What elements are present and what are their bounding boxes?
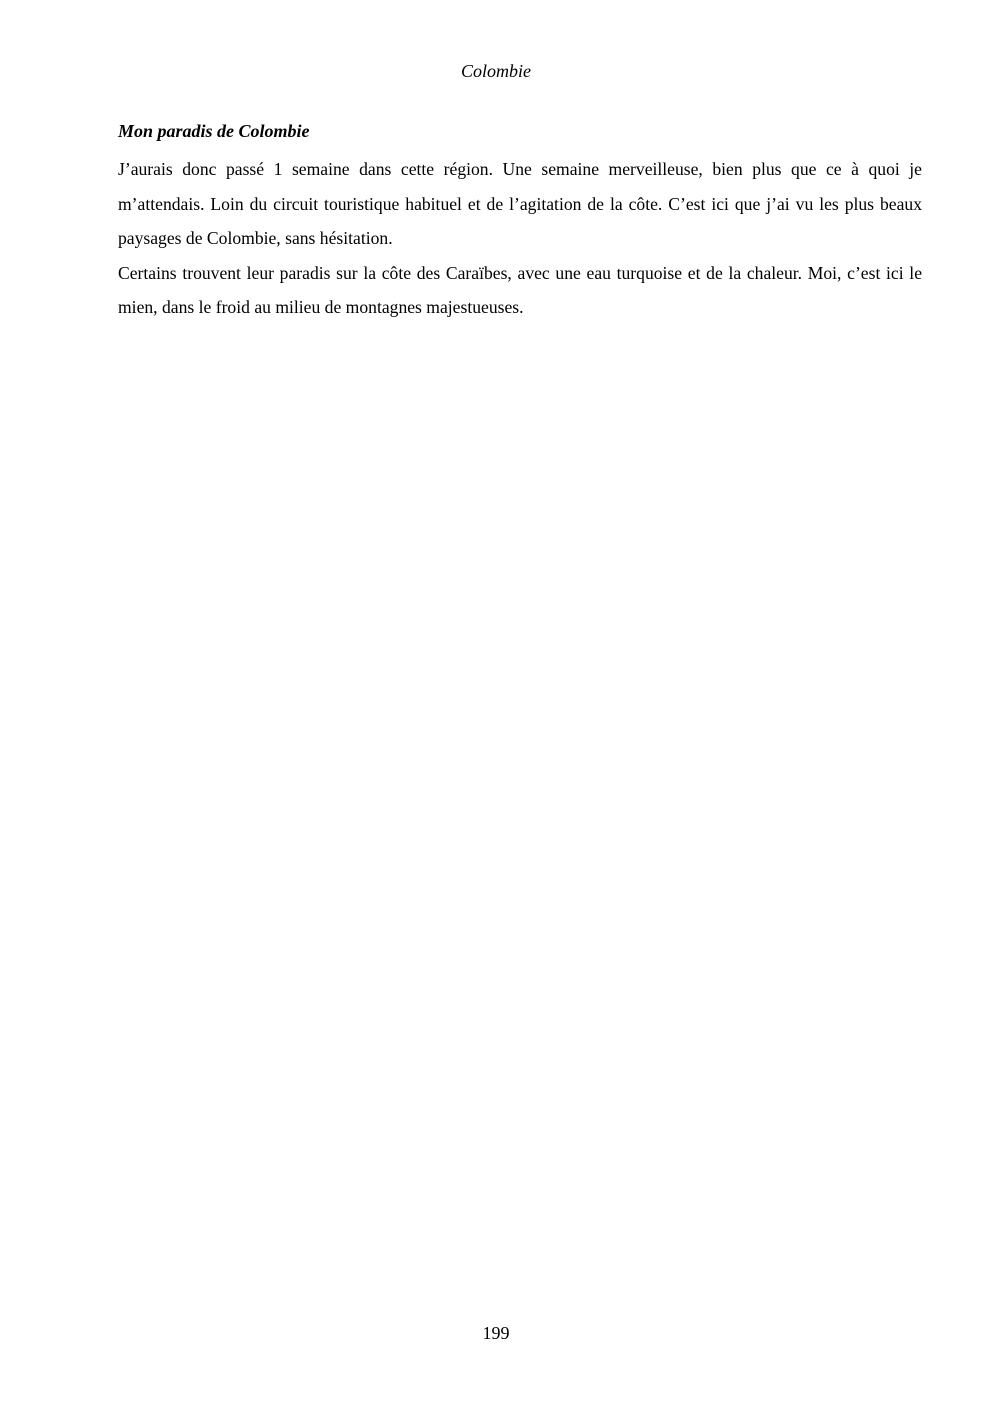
section-title: Mon paradis de Colombie — [118, 121, 310, 141]
document-body — [118, 118, 922, 325]
page-number: 199 — [482, 1323, 510, 1343]
paragraph: Certains trouvent leur paradis sur la côte des Caraïbes, avec une eau turquoise et de la chaleur. Moi, c’est ici le mien, dans le froid au milieu de montagnes majestueuses. — [118, 262, 922, 317]
paragraph: J’aurais donc passé 1 semaine dans cette région. Une semaine merveilleuse, bien plus que ce à quoi je m’attendais. Loin du circuit touristique habituel et de l’agitation de la côte. C’est ici que j’ai vu les plus beaux paysages de Colombie, sans hésitation. — [118, 159, 922, 248]
running-header: Colombie — [461, 61, 531, 81]
